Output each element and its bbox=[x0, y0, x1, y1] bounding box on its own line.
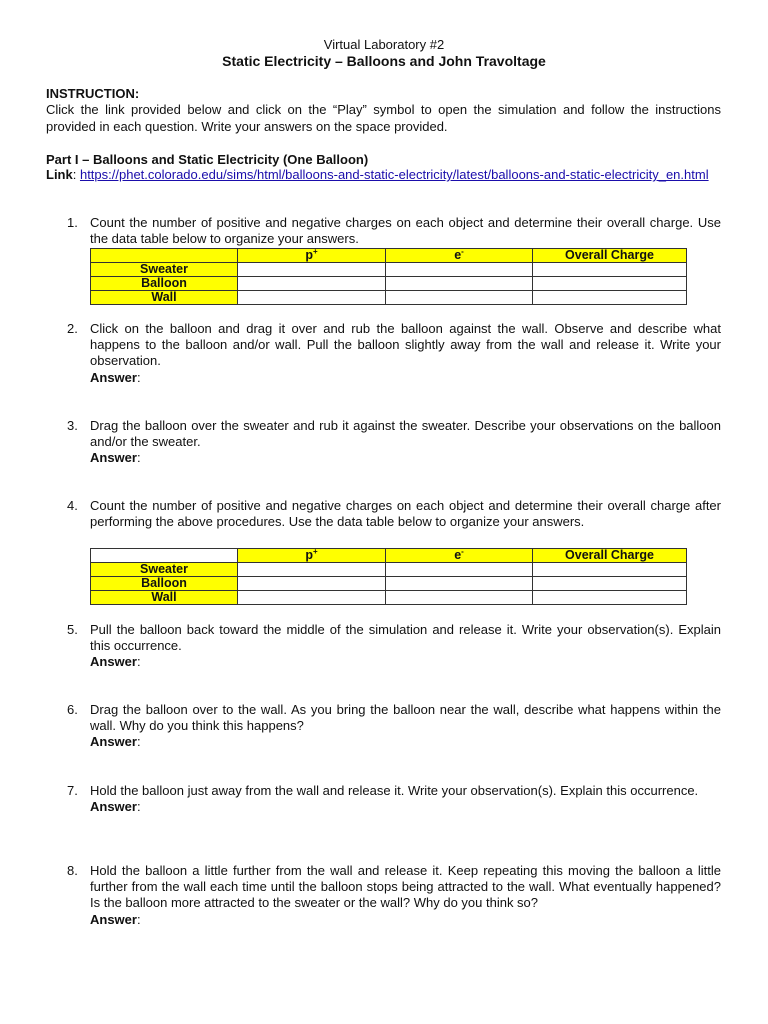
link-label: Link bbox=[46, 167, 73, 182]
answer-label: Answer: bbox=[90, 654, 141, 670]
link-separator: : bbox=[72, 167, 80, 182]
worksheet-title: Static Electricity – Balloons and John Travoltage bbox=[222, 53, 546, 69]
table-row bbox=[91, 577, 687, 591]
table-header-row bbox=[91, 549, 687, 563]
answer-cell[interactable] bbox=[238, 563, 386, 577]
question-number: 4. bbox=[67, 498, 78, 513]
question-3 bbox=[46, 418, 721, 467]
answer-cell[interactable] bbox=[386, 577, 533, 591]
table-row bbox=[91, 291, 687, 305]
question-text: Pull the balloon back toward the middle of the simulation and release it. Write your observation(s). Explain this occurrence. bbox=[90, 622, 721, 654]
answer-cell[interactable] bbox=[386, 277, 533, 291]
answer-cell[interactable] bbox=[238, 577, 386, 591]
simulation-link[interactable]: https://phet.colorado.edu/sims/html/balloons-and-static-electricity/latest/balloons-and-static-electricity_en.html bbox=[79, 167, 709, 182]
table-row bbox=[91, 277, 687, 291]
answer-cell[interactable] bbox=[386, 291, 533, 305]
table-row bbox=[91, 591, 687, 605]
question-text: Drag the balloon over the sweater and rub it against the sweater. Describe your observations on the balloon and/or the sweater. bbox=[90, 418, 721, 450]
table-corner-cell bbox=[91, 549, 238, 563]
answer-cell[interactable] bbox=[533, 291, 687, 305]
table-header-row bbox=[91, 249, 687, 263]
link-row bbox=[46, 167, 716, 184]
col-header-overall-charge: Overall Charge bbox=[533, 549, 687, 563]
question-text: Hold the balloon a little further from the wall and release it. Keep repeating this moving the balloon a little further from the wall each time until the balloon stops being attracted to the wall. What eventually happened? Is the balloon more attracted to the sweater or the wall? Why do you think so? bbox=[90, 863, 721, 911]
question-4 bbox=[46, 498, 721, 530]
charge-table-2 bbox=[90, 548, 687, 605]
row-label: Sweater bbox=[91, 563, 238, 577]
answer-label: Answer: bbox=[90, 450, 141, 466]
answer-cell[interactable] bbox=[533, 563, 687, 577]
answer-cell[interactable] bbox=[533, 277, 687, 291]
question-6 bbox=[46, 702, 721, 751]
answer-label: Answer: bbox=[90, 799, 141, 815]
answer-cell[interactable] bbox=[238, 591, 386, 605]
table-corner-cell bbox=[91, 249, 238, 263]
table-row bbox=[91, 563, 687, 577]
answer-cell[interactable] bbox=[533, 577, 687, 591]
part-heading: Part I – Balloons and Static Electricity (One Balloon) bbox=[46, 152, 369, 167]
answer-label: Answer: bbox=[90, 911, 141, 927]
question-number: 2. bbox=[67, 321, 78, 336]
question-number: 7. bbox=[67, 783, 78, 798]
instruction-text: Click the link provided below and click on the “Play” symbol to open the simulation and follow the instructions provided in each question. Write your answers on the space provided. bbox=[46, 102, 721, 134]
charge-table-1 bbox=[90, 248, 687, 305]
question-text: Drag the balloon over to the wall. As you bring the balloon near the wall, describe what happens within the wall. Why do you think this happens? bbox=[90, 702, 721, 734]
answer-label: Answer: bbox=[90, 734, 141, 750]
answer-cell[interactable] bbox=[238, 291, 386, 305]
question-text: Click on the balloon and drag it over and rub the balloon against the wall. Observe and describe what happens to the balloon and/or wall. Pull the balloon slightly away from the wall and release it. Write your observation. bbox=[90, 321, 721, 369]
answer-cell[interactable] bbox=[386, 563, 533, 577]
col-header-protons: p+ bbox=[238, 249, 386, 263]
col-header-electrons: e- bbox=[386, 549, 533, 563]
col-header-protons: p+ bbox=[238, 549, 386, 563]
question-7 bbox=[46, 783, 721, 815]
answer-cell[interactable] bbox=[238, 277, 386, 291]
question-2 bbox=[46, 321, 721, 386]
question-8 bbox=[46, 863, 721, 928]
lab-number: Virtual Laboratory #2 bbox=[323, 37, 445, 52]
answer-cell[interactable] bbox=[386, 263, 533, 277]
row-label: Balloon bbox=[91, 577, 238, 591]
instruction-heading: INSTRUCTION: bbox=[46, 86, 140, 101]
row-label: Balloon bbox=[91, 277, 238, 291]
answer-cell[interactable] bbox=[533, 591, 687, 605]
row-label: Sweater bbox=[91, 263, 238, 277]
question-text: Count the number of positive and negative charges on each object and determine their overall charge after performing the above procedures. Use the data table below to organize your answers. bbox=[90, 498, 721, 530]
row-label: Wall bbox=[91, 291, 238, 305]
question-number: 1. bbox=[67, 215, 78, 230]
answer-label: Answer: bbox=[90, 369, 141, 385]
row-label: Wall bbox=[91, 591, 238, 605]
answer-cell[interactable] bbox=[533, 263, 687, 277]
question-number: 5. bbox=[67, 622, 78, 637]
question-text: Count the number of positive and negative charges on each object and determine their overall charge. Use the data table below to organize your answers. bbox=[90, 215, 721, 247]
question-5 bbox=[46, 622, 721, 671]
col-header-overall-charge: Overall Charge bbox=[533, 249, 687, 263]
question-number: 3. bbox=[67, 418, 78, 433]
answer-cell[interactable] bbox=[386, 591, 533, 605]
question-number: 8. bbox=[67, 863, 78, 878]
table-row bbox=[91, 263, 687, 277]
answer-cell[interactable] bbox=[238, 263, 386, 277]
question-number: 6. bbox=[67, 702, 78, 717]
col-header-electrons: e- bbox=[386, 249, 533, 263]
question-1 bbox=[46, 215, 721, 247]
question-text: Hold the balloon just away from the wall and release it. Write your observation(s). Explain this occurrence. bbox=[90, 783, 699, 798]
